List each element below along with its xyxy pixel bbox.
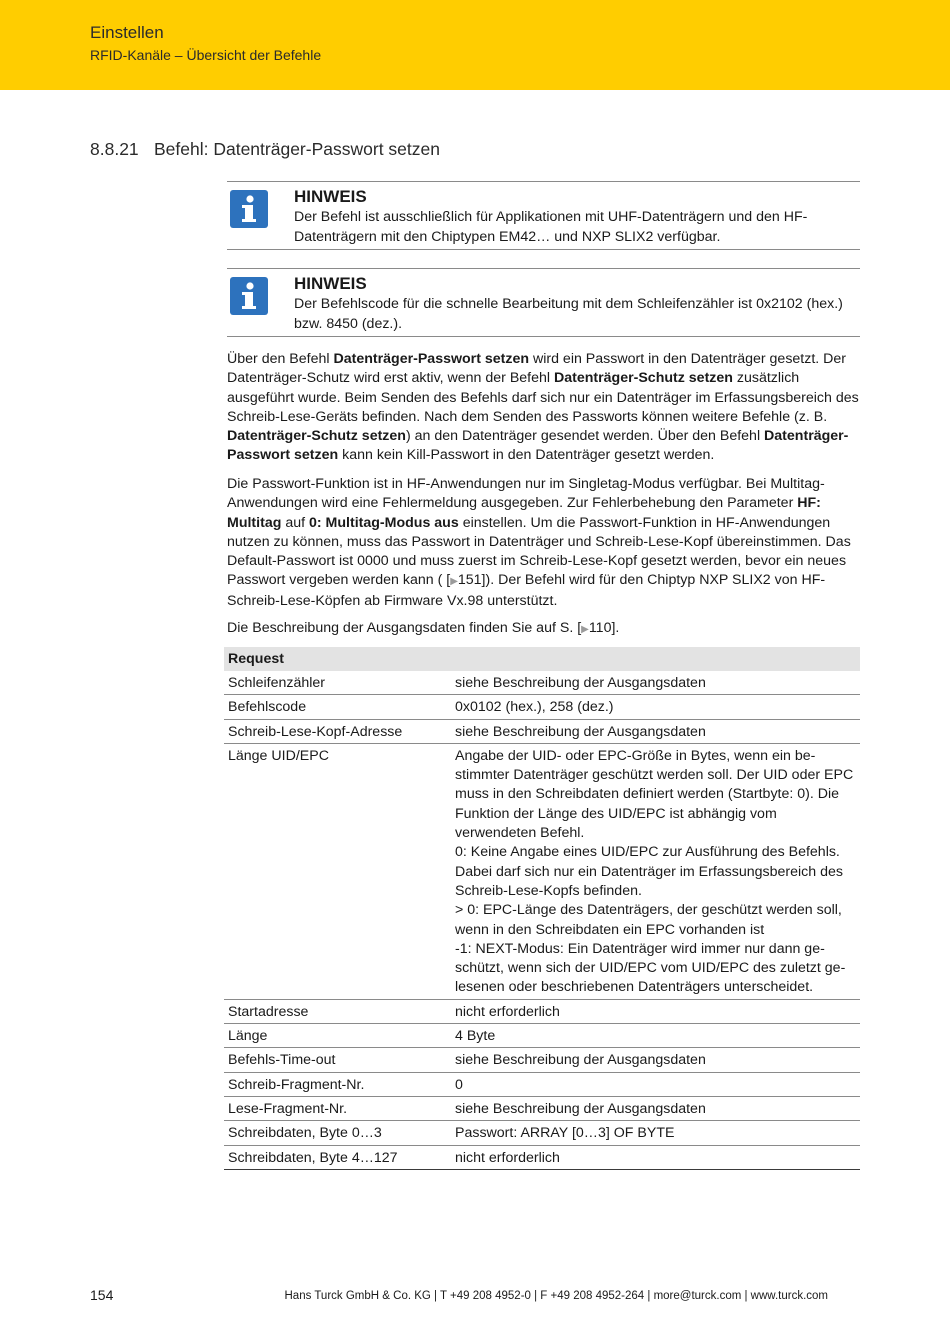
row-value: Angabe der UID- oder EPC-Größe in Bytes, wenn ein bestimmter Datenträger geschützt werden soll. Der UID oder EPC muss in den Schreibdaten definiert werden (Startbyte: 0). Die Funktion der Länge des UID/EPC ist abhängig vom verwendeten Befehl. 0: Keine Angabe eines UID/EPC zur Ausführung des Befehls. Dabei darf sich nur ein Datenträger im Erfassungsbereich des Schreib-Lese-Kopfs befinden. > 0: EPC-Länge des Datenträgers, der geschützt werden soll, wenn in den Schreibdaten ein EPC vorhanden ist -1: NEXT-Modus: Ein Datenträger wird immer nur dann geschützt, wenn sich der UID/EPC vom UID/EPC des zuletzt gelesenen oder beschriebenen Datenträgers unterscheidet. (451, 743, 860, 999)
table-row (224, 1145, 860, 1169)
row-label: Startadresse (224, 999, 451, 1023)
row-label: Schreib-Fragment-Nr. (224, 1072, 451, 1096)
table-row (224, 743, 860, 999)
command-name: Datenträger-Schutz setzen (553, 370, 733, 387)
row-label: Befehls-Time-out (224, 1048, 451, 1072)
row-value: nicht erforderlich (451, 1145, 860, 1169)
page-ref-link[interactable]: 110]. (588, 620, 620, 636)
note-box (227, 181, 860, 250)
footer-company: Hans Turck GmbH & Co. KG | T +49 208 4952-0 | F +49 208 4952-264 | more@turck.com | www.turck.com (284, 1290, 828, 1302)
row-value: siehe Beschreibung der Ausgangsdaten (451, 719, 860, 743)
row-value: siehe Beschreibung der Ausgangsdaten (451, 671, 860, 695)
row-value: siehe Beschreibung der Ausgangsdaten (451, 1048, 860, 1072)
section-heading (90, 139, 440, 160)
table-row (224, 999, 860, 1023)
parameter-name: HF: Multitag (227, 495, 821, 531)
table-row (224, 1048, 860, 1072)
table-row (224, 719, 860, 743)
row-label: Schreib-Lese-Kopf-Adresse (224, 719, 451, 743)
table-row (224, 1024, 860, 1048)
command-name: Datenträger-Passwort setzen (227, 428, 849, 464)
body-paragraph: Die Beschreibung der Ausgangsdaten finden Sie auf S. [▶110]. (227, 620, 620, 636)
note-title: HINWEIS (294, 187, 367, 206)
header-band (0, 0, 950, 90)
header-subtitle: RFID-Kanäle – Übersicht der Befehle (90, 47, 322, 63)
body-paragraph: Die Passwort-Funktion ist in HF-Anwendungen nur im Singletag-Modus verfügbar. Bei Multitag-Anwendungen wird eine Fehlermeldung ausgegeben. Zur Fehlerbehebung den Parameter HF: Multitag auf 0: Multitag-Modus aus einstellen. Um die Passwort-Funktion in HF-Anwendungen nutzen zu können, muss das Passwort in Datenträger und Schreib-Lese-Kopf übereinstimmen. Das Default-Passwort ist 0000 und muss zuerst im Schreib-Lese-Kopf gesetzt werden, bevor ein neues Passwort vergeben werden kann ( [▶151]). Der Befehl wird für den Chiptyp NXP SLIX2 von HF-Schreib-Lese-Köpfen ab Firmware Vx.98 unterstützt. (227, 476, 851, 609)
table-row (224, 695, 860, 719)
page-ref-arrow-icon: ▶ (581, 624, 589, 635)
note-title: HINWEIS (294, 274, 367, 293)
row-label: Länge UID/EPC (224, 743, 451, 999)
info-icon (230, 190, 268, 228)
command-name: Datenträger-Schutz setzen (227, 428, 406, 445)
info-icon (230, 277, 268, 315)
table-row (224, 1096, 860, 1120)
note-text: Der Befehlscode für die schnelle Bearbeitung mit dem Schleifenzähler ist 0x2102 (hex.) bzw. 8450 (dez.). (294, 296, 843, 332)
section-number: 8.8.21 (90, 139, 139, 159)
page-ref-link[interactable]: 151]). Der Befehl wird für den Chiptyp NXP SLIX2 von HF-Schreib-Lese-Köpfen ab Firmware Vx.98 unterstützt. (227, 572, 826, 609)
table-row (224, 1072, 860, 1096)
page-number: 154 (90, 1287, 114, 1303)
row-label: Länge (224, 1024, 451, 1048)
row-value: 0x0102 (hex.), 258 (dez.) (451, 695, 860, 719)
table-row (224, 671, 860, 695)
note-box (227, 268, 860, 337)
note-text: Der Befehl ist ausschließlich für Applikationen mit UHF-Datenträgern und den HF-Datenträgern mit den Chiptypen EM42… und NXP SLIX2 verfügbar. (294, 209, 808, 245)
row-value: Passwort: ARRAY [0…3] OF BYTE (451, 1121, 860, 1145)
table-row (224, 1121, 860, 1145)
header-title: Einstellen (90, 23, 164, 42)
row-value: siehe Beschreibung der Ausgangsdaten (451, 1096, 860, 1120)
row-value: nicht erforderlich (451, 999, 860, 1023)
command-name: Datenträger-Passwort setzen (333, 351, 530, 367)
row-label: Lese-Fragment-Nr. (224, 1096, 451, 1120)
parameter-value: 0: Multitag-Modus aus (308, 514, 459, 531)
section-title: Befehl: Datenträger-Passwort setzen (154, 139, 440, 159)
row-value: 0 (451, 1072, 860, 1096)
row-value: 4 Byte (451, 1024, 860, 1048)
row-label: Schreibdaten, Byte 0…3 (224, 1121, 451, 1145)
row-label: Schleifenzähler (224, 671, 451, 695)
page-ref-arrow-icon: ▶ (450, 576, 458, 588)
row-label: Schreibdaten, Byte 4…127 (224, 1145, 451, 1169)
body-paragraph: Über den Befehl Datenträger-Passwort setzen wird ein Passwort in den Datenträger gesetzt. Der Datenträger-Schutz wird erst aktiv, wenn der Befehl Datenträger-Schutz setzen zusätzlich ausgeführt wurde. Beim Senden des Befehls darf sich nur ein Datenträger im Erfassungsbereich des Schreib-Lese-Geräts befinden. Nach dem Senden des Passworts können weitere Befehle (z. B. Datenträger-Schutz setzen) an den Datenträger gesendet werden. Über den Befehl Datenträger-Passwort setzen kann kein Kill-Passwort in den Datenträger gesetzt werden. (227, 351, 859, 464)
row-label: Befehlscode (224, 695, 451, 719)
table-header: Request (224, 647, 860, 671)
request-table (224, 647, 860, 1170)
